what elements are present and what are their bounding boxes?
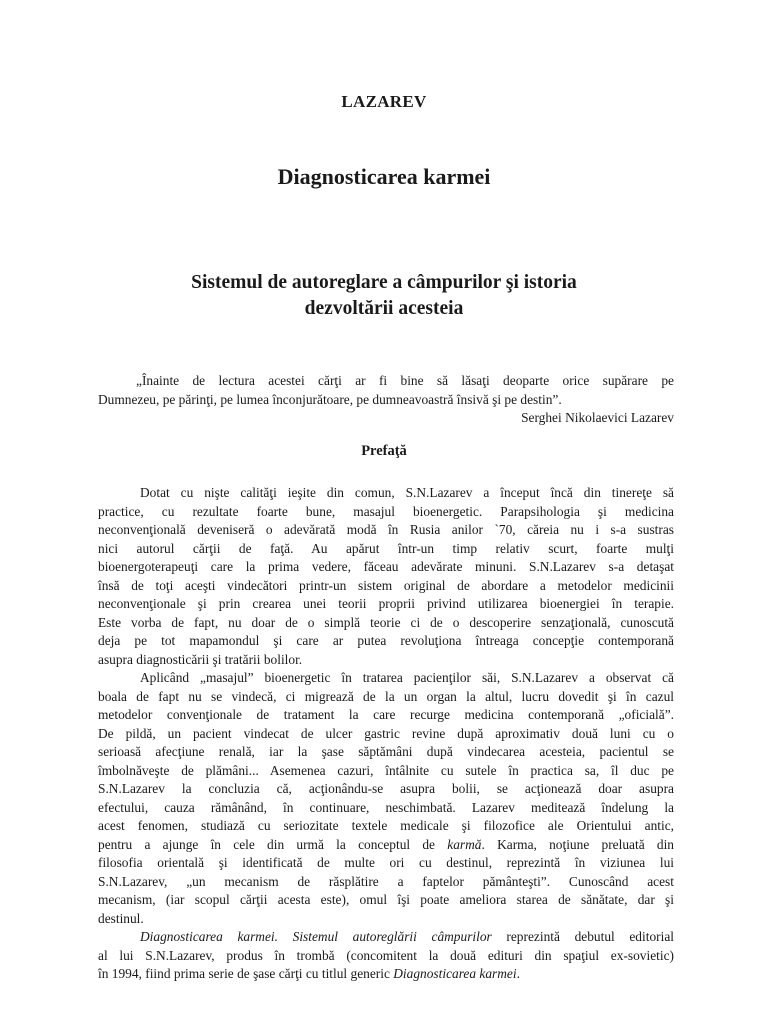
paragraph-3-series-title: Diagnosticarea karmei [393, 966, 517, 981]
paragraph-1 [98, 484, 674, 669]
paragraph-2-line: serioasă afecţiune renală, iar la şase săptămâni după vindecarea acesteia, pacientul se [98, 744, 674, 759]
paragraph-1-line: practice, cu rezultate foarte bune, masajul bioenergetic. Parapsihologia şi medicina [98, 503, 674, 519]
body-text [98, 484, 674, 984]
paragraph-2-line: Aplicând „masajul” bioenergetic în tratarea pacienţilor săi, S.N.Lazarev a observat că [140, 670, 674, 685]
paragraph-1-line: nici autorul cărţii de faţă. Au apărut într-un timp relativ scurt, foarte mulţi [98, 540, 674, 556]
paragraph-3-line-3-end: . [516, 966, 520, 981]
paragraph-2-line: S.N.Lazarev la concluzia că, acţionându-se asupra bolii, se acţionează doar asupra [98, 781, 674, 796]
book-title: Diagnosticarea karmei [277, 164, 491, 189]
paragraph-1-line: neconvenţională deveniseră o adevărată modă în Rusia anilor `70, căreia nu i s-a sustras [98, 522, 674, 537]
paragraph-3-line-2: al lui S.N.Lazarev, produs în trombă (concomitent la două edituri din spaţiul ex-sovietic) [98, 947, 674, 963]
epigraph-attribution: Serghei Nikolaevici Lazarev [521, 410, 674, 425]
paragraph-2 [98, 669, 674, 928]
paragraph-2-karma-word: karmă [447, 836, 482, 852]
paragraph-1-line: Dotat cu nişte calităţi ieşite din comun, S.N.Lazarev a început încă din tinereţe să [140, 485, 674, 500]
paragraph-1-line: deja pe tot mapamondul şi care ar putea revoluţiona întreaga concepţie contemporană [98, 633, 674, 648]
section-title: Prefaţă [361, 443, 407, 459]
paragraph-2-karma-line [98, 836, 674, 855]
paragraph-2-karma-prefix: pentru a ajunge în cele din urmă la conceptul de [98, 836, 448, 852]
paragraph-3-book-title: Diagnosticarea karmei. Sistemul autoreglării câmpurilor [140, 929, 492, 944]
paragraph-3-line-1-text: reprezintă debutul editorial [491, 929, 674, 944]
paragraph-1-line: bioenergoterapeuţi care la prima vedere, făceau adevărate minuni. S.N.Lazarev s-a detaşat [98, 559, 674, 574]
paragraph-2-line: mecanism, (iar scopul cărţii acesta este), omul îşi poate ameliora starea de sănătate, dar şi [98, 892, 674, 907]
epigraph [98, 372, 674, 428]
paragraph-2-karma-suffix: . Karma, noţiune preluată din [481, 836, 674, 852]
paragraph-1-line: asupra diagnosticării şi tratării bolilor. [98, 651, 303, 667]
paragraph-1-line: Este vorba de fapt, nu doar de o simplă teorie ci de o descoperire senzaţională, cunoscută [98, 614, 674, 630]
paragraph-2-line: acest fenomen, studiază cu seriozitate textele medicale şi filozofice ale Orientului antic, [98, 818, 674, 833]
paragraph-2-last-line: destinul. [98, 910, 144, 926]
paragraph-2-line: De pildă, un pacient vindecat de ulcer gastric revine după aproximativ două luni cu o [98, 725, 674, 741]
paragraph-3-line-3-text: în 1994, fiind prima serie de şase cărţi cu titlul generic [98, 966, 394, 981]
epigraph-line-2: Dumnezeu, pe părinţi, pe lumea înconjurătoare, pe dumneavoastră însivă şi pe destin”. [98, 391, 562, 407]
author-name: LAZAREV [341, 92, 427, 111]
paragraph-2-line: boala de fapt nu se vindecă, ci migrează de la un organ la altul, lucru dovedit şi în cazul [98, 688, 674, 704]
paragraph-3-line-1 [98, 928, 674, 947]
book-subtitle [100, 270, 668, 322]
paragraph-3 [98, 928, 674, 984]
paragraph-2-line: îmbolnăveşte de plămâni... Asemenea cazuri, întâlnite cu sutele în practica sa, îl duc pe [98, 762, 674, 778]
paragraph-2-line: metodelor convenţionale de tratament la care recurge medicina contemporană „oficială”. [98, 707, 674, 722]
epigraph-line-1: „Înainte de lectura acestei cărţi ar fi bine să lăsaţi deoparte orice supărare pe [136, 373, 674, 388]
paragraph-2-line: efectului, cauza rămânând, în continuare, neschimbată. Lazarev meditează îndelung la [98, 799, 674, 815]
subtitle-line-1: Sistemul de autoreglare a câmpurilor şi istoria [191, 272, 577, 293]
subtitle-line-2: dezvoltării acesteia [304, 298, 464, 319]
paragraph-1-line: însă de toţi aceşti vindecători printr-un sistem original de abordare a metodelor medicinii [98, 577, 674, 593]
paragraph-2-line: filosofia orientală şi identificată de multe ori cu destinul, reprezintă în viziunea lui [98, 855, 674, 870]
paragraph-2-line: S.N.Lazarev, „un mecanism de răsplătire a faptelor pământeşti”. Cunoscând acest [98, 873, 674, 889]
paragraph-1-line: neconvenţionale şi prin crearea unei teorii proprii privind utilizarea bioenergiei în terapie. [98, 596, 674, 611]
paragraph-3-line-3 [98, 965, 674, 984]
